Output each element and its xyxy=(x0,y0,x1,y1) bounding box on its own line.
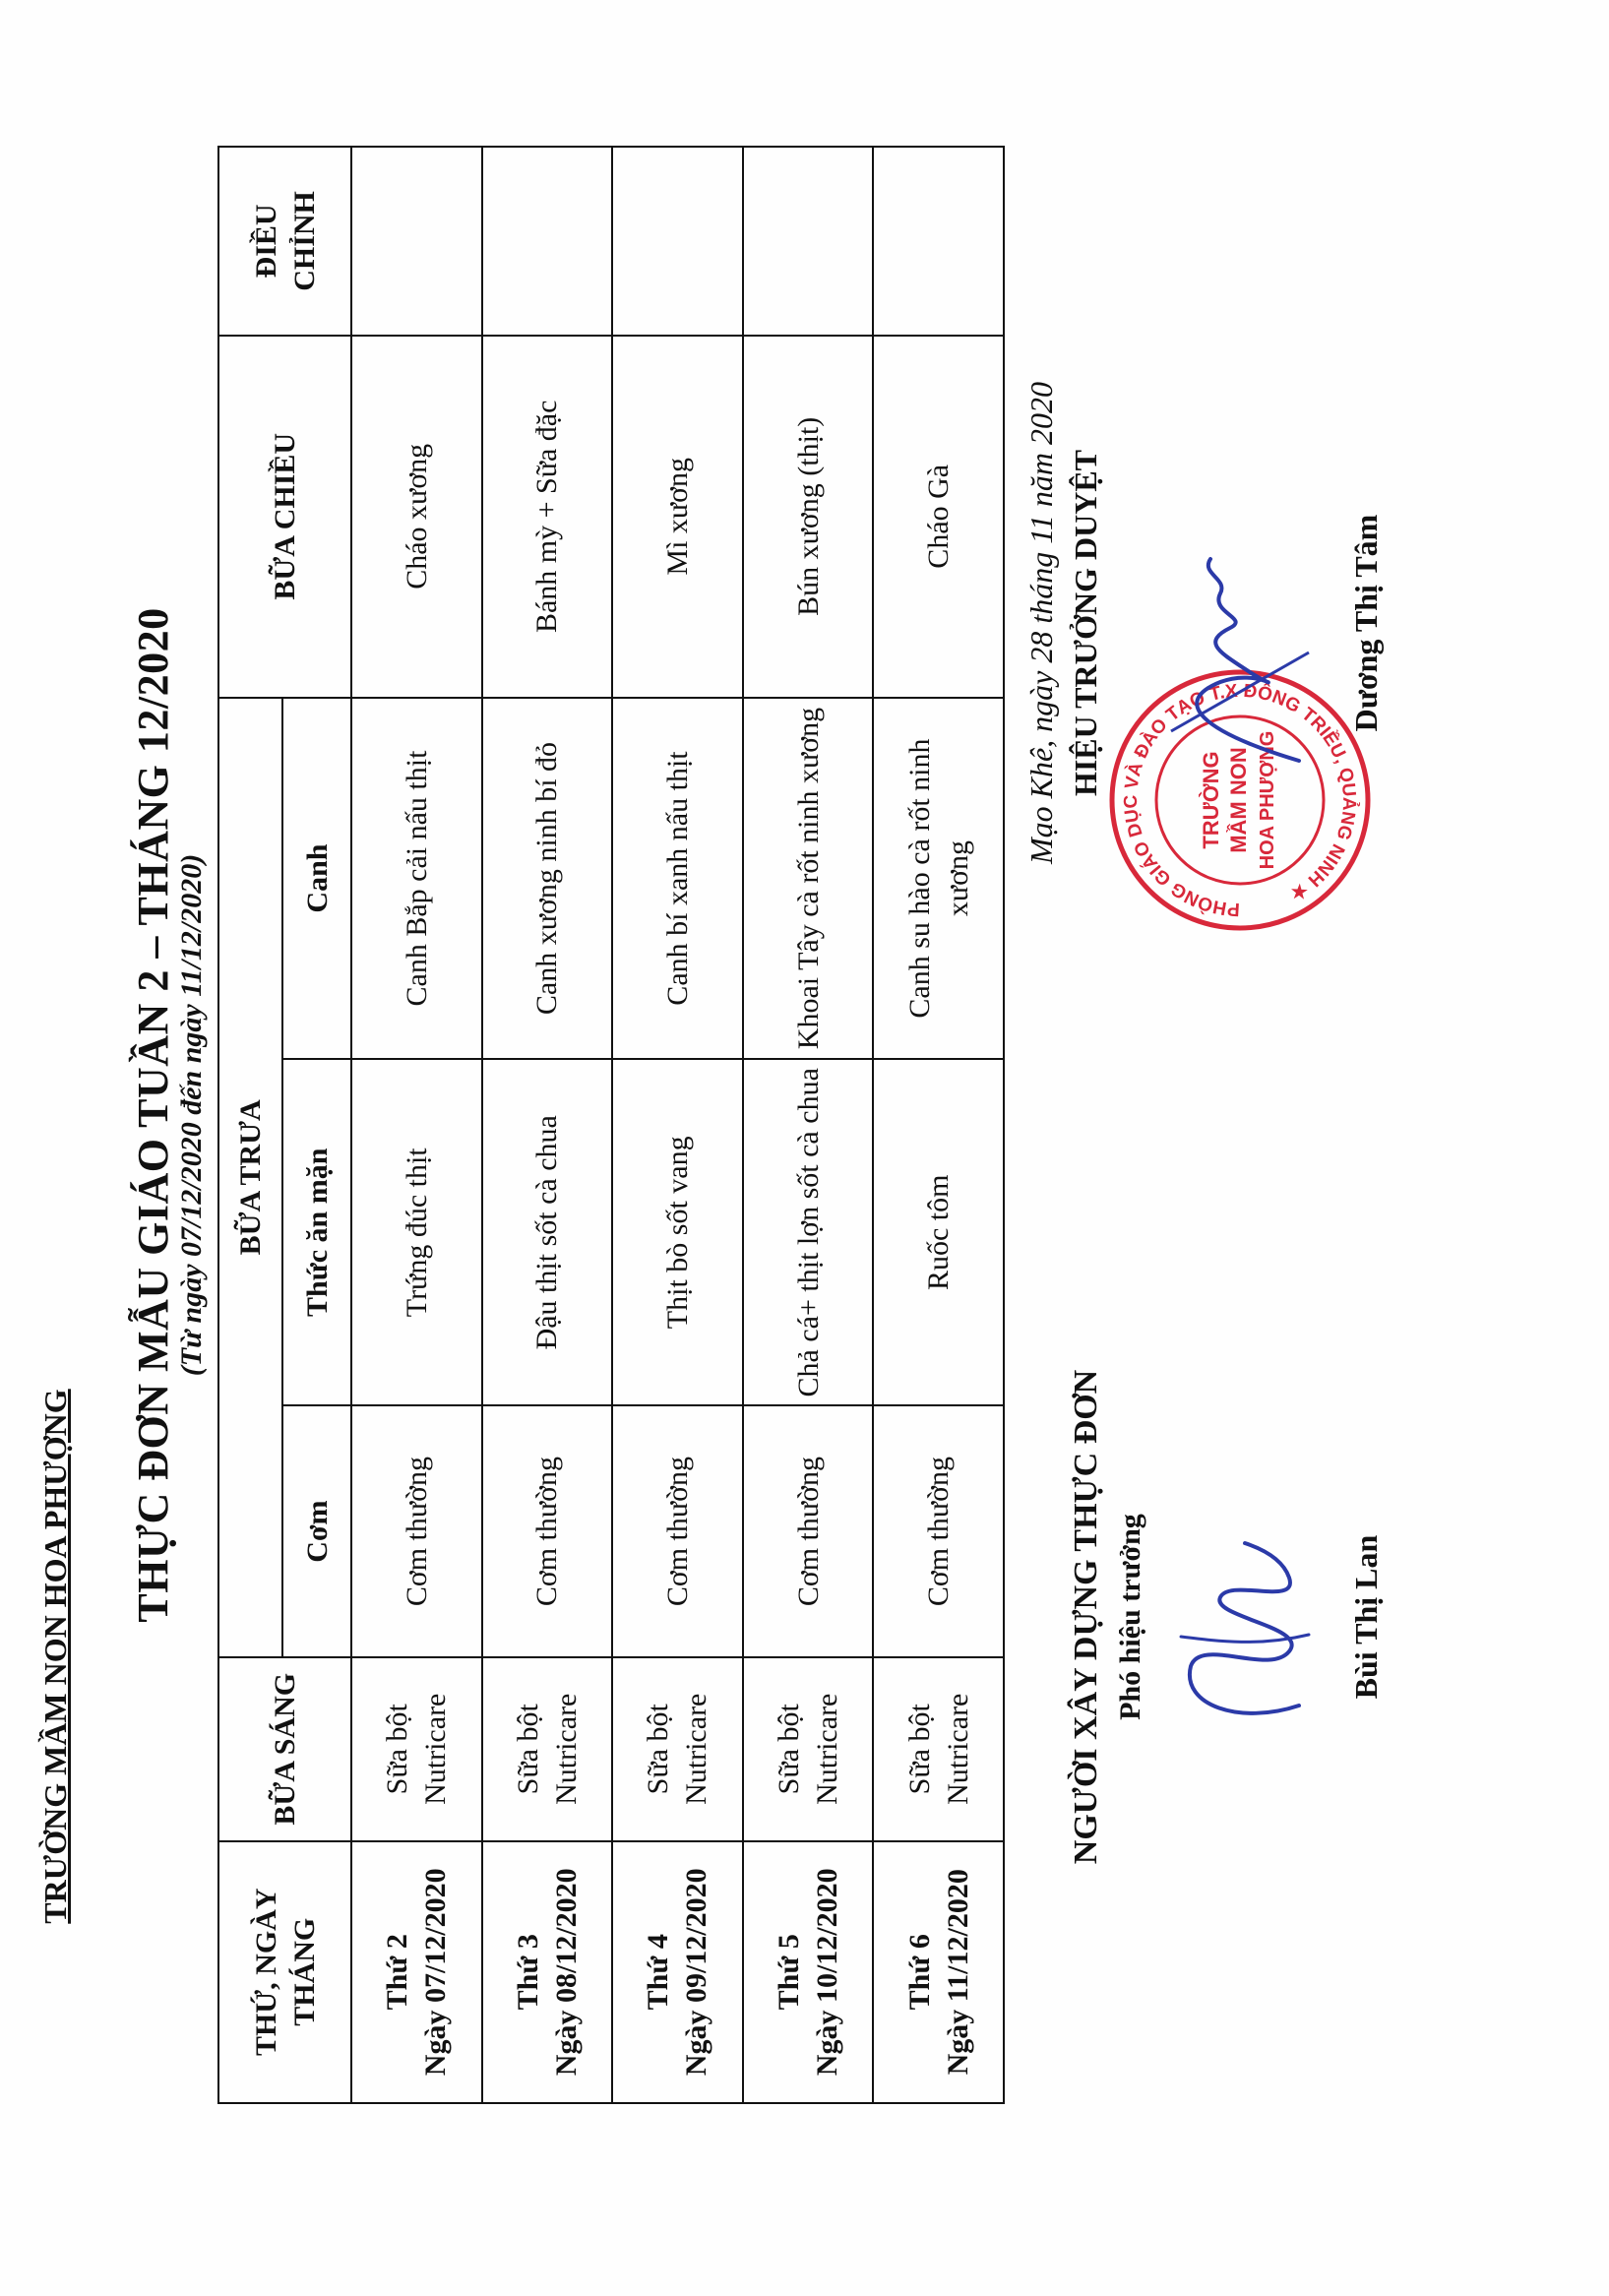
breakfast-cell: Sữa bột Nutricare xyxy=(612,1657,743,1841)
breakfast-cell: Sữa bột Nutricare xyxy=(482,1657,613,1841)
svg-text:PHÒNG GIÁO DỤC VÀ ĐÀO TẠO T.X: PHÒNG GIÁO DỤC VÀ ĐÀO TẠO T.X ĐÔNG TRIỀU, QUẢNG NINH ★ xyxy=(1120,680,1360,920)
breakfast-cell: Sữa bột Nutricare xyxy=(743,1657,874,1841)
svg-text:HOA PHƯỢNG: HOA PHƯỢNG xyxy=(1257,730,1278,870)
day-cell: Thứ 4 Ngày 09/12/2020 xyxy=(612,1841,743,2103)
main-dish-cell: Đậu thịt sốt cà chua xyxy=(482,1059,613,1405)
adjust-cell xyxy=(351,147,482,336)
breakfast-cell: Sữa bột Nutricare xyxy=(351,1657,482,1841)
day-cell: Thứ 5 Ngày 10/12/2020 xyxy=(743,1841,874,2103)
table-row xyxy=(351,147,482,2103)
rice-cell: Cơm thường xyxy=(612,1405,743,1657)
principal-signature xyxy=(1142,534,1319,790)
afternoon-cell: Bún xương (thịt) xyxy=(743,336,874,698)
soup-cell: Canh bí xanh nấu thịt xyxy=(612,698,743,1060)
principal-name: Dương Thị Tâm xyxy=(1348,514,1384,732)
builder-role: Phó hiệu trưởng xyxy=(1114,1514,1146,1720)
header-day: THỨ, NGÀY THÁNG xyxy=(218,1841,351,2103)
rice-cell: Cơm thường xyxy=(351,1405,482,1657)
header-afternoon: BỮA CHIỀU xyxy=(218,336,351,698)
afternoon-cell: Mì xương xyxy=(612,336,743,698)
date-range: (Từ ngày 07/12/2020 đến ngày 11/12/2020) xyxy=(175,853,208,1377)
school-name: TRƯỜNG MẦM NON HOA PHƯỢNG xyxy=(37,1389,73,1924)
day-cell: Thứ 2 Ngày 07/12/2020 xyxy=(351,1841,482,2103)
table-row xyxy=(482,147,613,2103)
table-row xyxy=(743,147,874,2103)
soup-cell: Canh su hào cà rốt ninh xương xyxy=(873,698,1004,1060)
builder-title: NGƯỜI XÂY DỰNG THỰC ĐƠN xyxy=(1068,1369,1104,1865)
approval-title: HIỆU TRƯỞNG DUYỆT xyxy=(1068,449,1103,797)
svg-text:MẦM NON: MẦM NON xyxy=(1226,747,1251,853)
day-cell: Thứ 6 Ngày 11/12/2020 xyxy=(873,1841,1004,2103)
main-dish-cell: Ruốc tôm xyxy=(873,1059,1004,1405)
svg-text:TRƯỜNG: TRƯỜNG xyxy=(1199,751,1223,849)
main-dish-cell: Thịt bò sốt vang xyxy=(612,1059,743,1405)
header-lunch: BỮA TRƯA xyxy=(218,698,282,1657)
afternoon-cell: Cháo xương xyxy=(351,336,482,698)
builder-signature xyxy=(1151,1528,1329,1745)
table-row xyxy=(873,147,1004,2103)
soup-cell: Canh Bắp cải nấu thịt xyxy=(351,698,482,1060)
header-adjust: ĐIỀU CHỈNH xyxy=(218,147,351,336)
day-cell: Thứ 3 Ngày 08/12/2020 xyxy=(482,1841,613,2103)
breakfast-cell: Sữa bột Nutricare xyxy=(873,1657,1004,1841)
soup-cell: Canh xương ninh bí đỏ xyxy=(482,698,613,1060)
rice-cell: Cơm thường xyxy=(743,1405,874,1657)
rice-cell: Cơm thường xyxy=(482,1405,613,1657)
header-lunch-soup: Canh xyxy=(282,698,351,1060)
adjust-cell xyxy=(612,147,743,336)
adjust-cell xyxy=(873,147,1004,336)
header-lunch-main: Thức ăn mặn xyxy=(282,1059,351,1405)
soup-cell: Khoai Tây cà rốt ninh xương xyxy=(743,698,874,1060)
place-date: Mạo Khê, ngày 28 tháng 11 năm 2020 xyxy=(1023,381,1059,865)
builder-name: Bùi Thị Lan xyxy=(1348,1534,1384,1700)
header-breakfast: BỮA SÁNG xyxy=(218,1657,351,1841)
table-header-row xyxy=(218,147,282,2103)
header-lunch-rice: Cơm xyxy=(282,1405,351,1657)
afternoon-cell: Bánh mỳ + Sữa đặc xyxy=(482,336,613,698)
adjust-cell xyxy=(482,147,613,336)
menu-table xyxy=(217,146,1005,2104)
adjust-cell xyxy=(743,147,874,336)
table-row xyxy=(612,147,743,2103)
main-dish-cell: Trứng đúc thịt xyxy=(351,1059,482,1405)
afternoon-cell: Cháo Gà xyxy=(873,336,1004,698)
main-dish-cell: Chả cá+ thịt lợn sốt cà chua xyxy=(743,1059,874,1405)
rice-cell: Cơm thường xyxy=(873,1405,1004,1657)
document-title: THỰC ĐƠN MẪU GIÁO TUẦN 2 – THÁNG 12/2020 xyxy=(129,607,177,1623)
